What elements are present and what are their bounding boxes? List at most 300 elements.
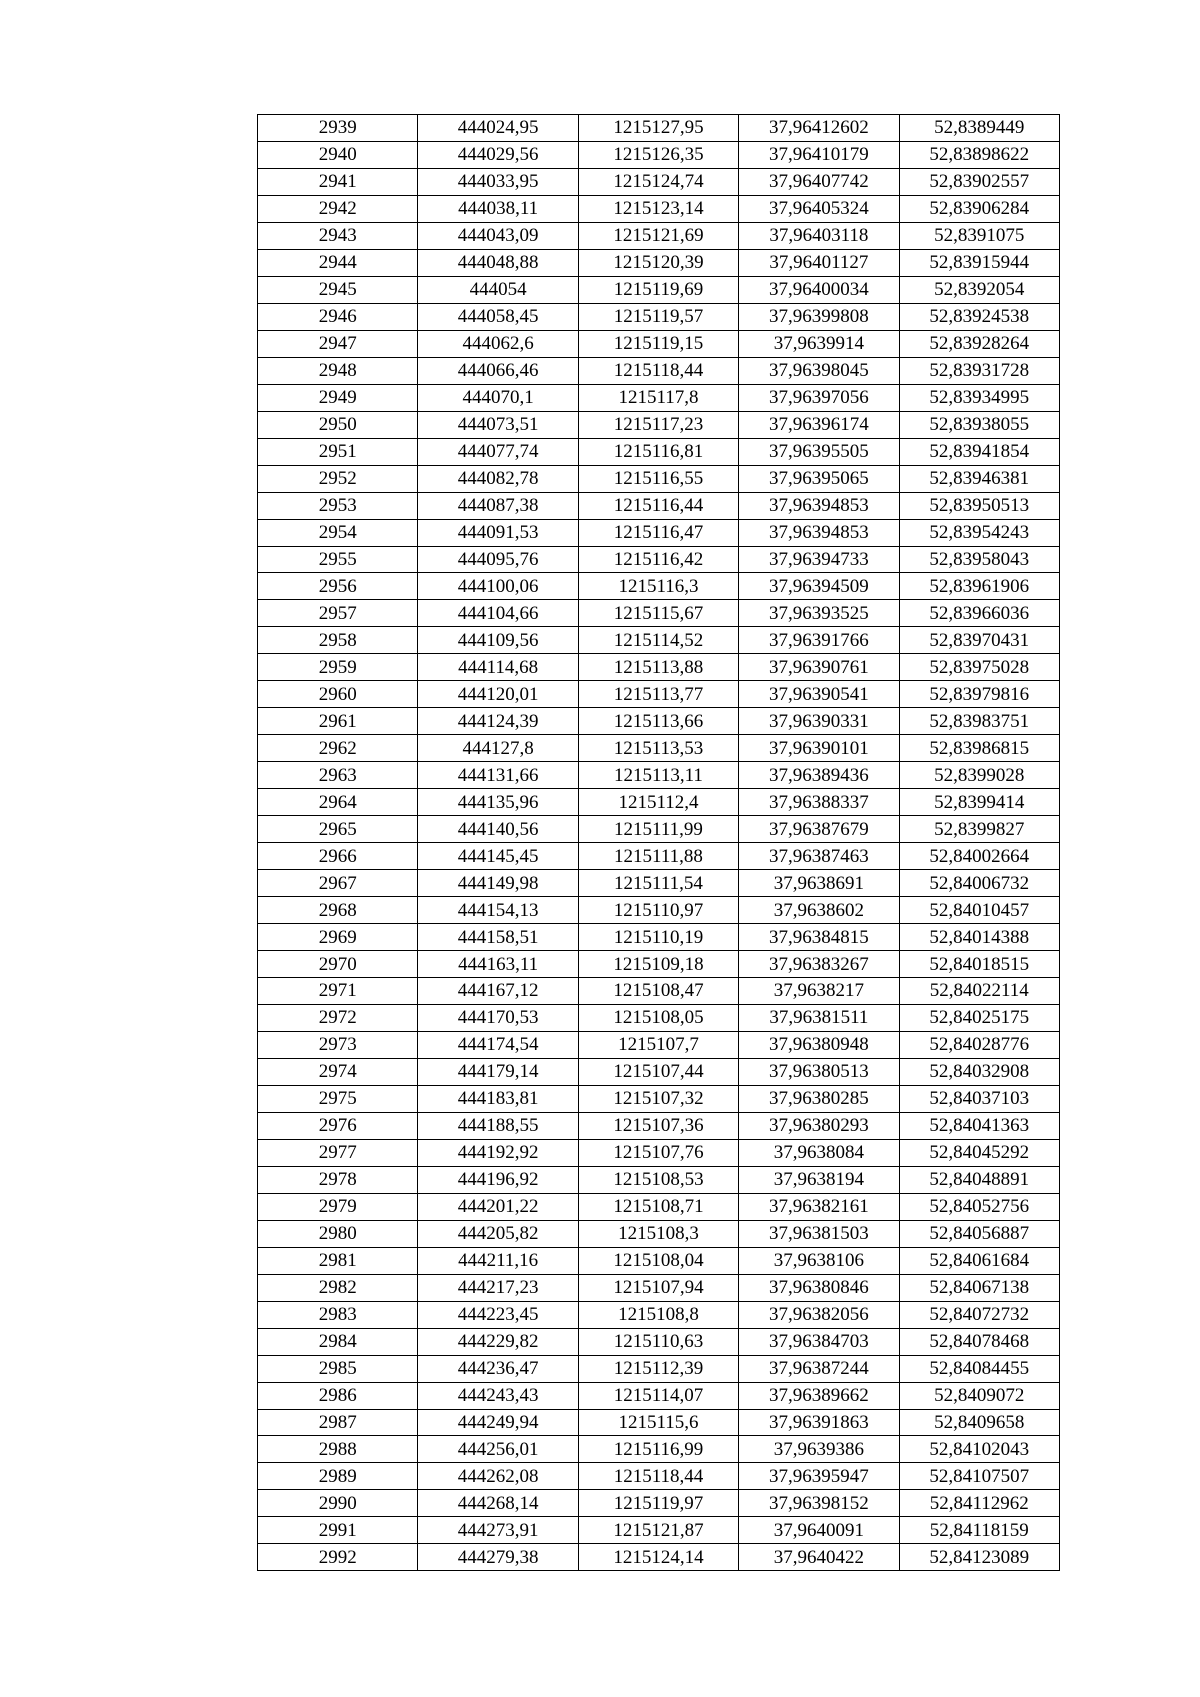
point-number-cell: 2946 bbox=[258, 303, 418, 330]
latitude-cell: 52,83975028 bbox=[899, 654, 1059, 681]
latitude-cell: 52,84072732 bbox=[899, 1301, 1059, 1328]
longitude-cell: 37,9639914 bbox=[739, 330, 899, 357]
point-number-cell: 2945 bbox=[258, 276, 418, 303]
table-row bbox=[258, 1490, 1060, 1517]
longitude-cell: 37,9638691 bbox=[739, 870, 899, 897]
point-number-cell: 2974 bbox=[258, 1058, 418, 1085]
table-row bbox=[258, 843, 1060, 870]
y-coordinate-cell: 1215116,42 bbox=[578, 546, 738, 573]
longitude-cell: 37,96380846 bbox=[739, 1274, 899, 1301]
table-row bbox=[258, 492, 1060, 519]
longitude-cell: 37,96397056 bbox=[739, 384, 899, 411]
longitude-cell: 37,96387679 bbox=[739, 816, 899, 843]
point-number-cell: 2948 bbox=[258, 357, 418, 384]
longitude-cell: 37,96398152 bbox=[739, 1490, 899, 1517]
longitude-cell: 37,96390761 bbox=[739, 654, 899, 681]
coordinates-table bbox=[257, 114, 1060, 1571]
y-coordinate-cell: 1215115,6 bbox=[578, 1409, 738, 1436]
y-coordinate-cell: 1215117,8 bbox=[578, 384, 738, 411]
latitude-cell: 52,83983751 bbox=[899, 708, 1059, 735]
point-number-cell: 2973 bbox=[258, 1031, 418, 1058]
point-number-cell: 2991 bbox=[258, 1517, 418, 1544]
longitude-cell: 37,96395065 bbox=[739, 465, 899, 492]
table-row bbox=[258, 465, 1060, 492]
latitude-cell: 52,84037103 bbox=[899, 1085, 1059, 1112]
table-row bbox=[258, 168, 1060, 195]
y-coordinate-cell: 1215126,35 bbox=[578, 141, 738, 168]
x-coordinate-cell: 444154,13 bbox=[418, 897, 578, 924]
table-row bbox=[258, 141, 1060, 168]
longitude-cell: 37,96380513 bbox=[739, 1058, 899, 1085]
table-row bbox=[258, 951, 1060, 978]
point-number-cell: 2965 bbox=[258, 816, 418, 843]
y-coordinate-cell: 1215127,95 bbox=[578, 115, 738, 142]
longitude-cell: 37,96381511 bbox=[739, 1004, 899, 1031]
x-coordinate-cell: 444095,76 bbox=[418, 546, 578, 573]
y-coordinate-cell: 1215124,14 bbox=[578, 1544, 738, 1571]
latitude-cell: 52,84061684 bbox=[899, 1247, 1059, 1274]
x-coordinate-cell: 444038,11 bbox=[418, 195, 578, 222]
longitude-cell: 37,9638106 bbox=[739, 1247, 899, 1274]
table-row bbox=[258, 1166, 1060, 1193]
point-number-cell: 2990 bbox=[258, 1490, 418, 1517]
latitude-cell: 52,83924538 bbox=[899, 303, 1059, 330]
table-row bbox=[258, 1436, 1060, 1463]
x-coordinate-cell: 444262,08 bbox=[418, 1463, 578, 1490]
latitude-cell: 52,8399028 bbox=[899, 762, 1059, 789]
longitude-cell: 37,96389662 bbox=[739, 1382, 899, 1409]
latitude-cell: 52,83958043 bbox=[899, 546, 1059, 573]
x-coordinate-cell: 444048,88 bbox=[418, 249, 578, 276]
x-coordinate-cell: 444273,91 bbox=[418, 1517, 578, 1544]
point-number-cell: 2988 bbox=[258, 1436, 418, 1463]
x-coordinate-cell: 444249,94 bbox=[418, 1409, 578, 1436]
point-number-cell: 2980 bbox=[258, 1220, 418, 1247]
latitude-cell: 52,83906284 bbox=[899, 195, 1059, 222]
y-coordinate-cell: 1215108,71 bbox=[578, 1193, 738, 1220]
latitude-cell: 52,83946381 bbox=[899, 465, 1059, 492]
x-coordinate-cell: 444029,56 bbox=[418, 141, 578, 168]
longitude-cell: 37,96390331 bbox=[739, 708, 899, 735]
x-coordinate-cell: 444158,51 bbox=[418, 924, 578, 951]
longitude-cell: 37,96394853 bbox=[739, 519, 899, 546]
x-coordinate-cell: 444070,1 bbox=[418, 384, 578, 411]
y-coordinate-cell: 1215107,32 bbox=[578, 1085, 738, 1112]
point-number-cell: 2942 bbox=[258, 195, 418, 222]
table-row bbox=[258, 411, 1060, 438]
x-coordinate-cell: 444114,68 bbox=[418, 654, 578, 681]
latitude-cell: 52,84118159 bbox=[899, 1517, 1059, 1544]
longitude-cell: 37,96390541 bbox=[739, 681, 899, 708]
x-coordinate-cell: 444109,56 bbox=[418, 627, 578, 654]
table-row bbox=[258, 1058, 1060, 1085]
latitude-cell: 52,84107507 bbox=[899, 1463, 1059, 1490]
table-row bbox=[258, 1031, 1060, 1058]
y-coordinate-cell: 1215116,47 bbox=[578, 519, 738, 546]
point-number-cell: 2964 bbox=[258, 789, 418, 816]
longitude-cell: 37,96394733 bbox=[739, 546, 899, 573]
y-coordinate-cell: 1215107,76 bbox=[578, 1139, 738, 1166]
x-coordinate-cell: 444149,98 bbox=[418, 870, 578, 897]
longitude-cell: 37,96400034 bbox=[739, 276, 899, 303]
y-coordinate-cell: 1215107,36 bbox=[578, 1112, 738, 1139]
x-coordinate-cell: 444140,56 bbox=[418, 816, 578, 843]
latitude-cell: 52,83950513 bbox=[899, 492, 1059, 519]
y-coordinate-cell: 1215119,57 bbox=[578, 303, 738, 330]
x-coordinate-cell: 444087,38 bbox=[418, 492, 578, 519]
table-row bbox=[258, 249, 1060, 276]
point-number-cell: 2987 bbox=[258, 1409, 418, 1436]
latitude-cell: 52,84041363 bbox=[899, 1112, 1059, 1139]
point-number-cell: 2951 bbox=[258, 438, 418, 465]
point-number-cell: 2960 bbox=[258, 681, 418, 708]
longitude-cell: 37,96394509 bbox=[739, 573, 899, 600]
table-row bbox=[258, 816, 1060, 843]
longitude-cell: 37,96382056 bbox=[739, 1301, 899, 1328]
table-row bbox=[258, 1247, 1060, 1274]
point-number-cell: 2972 bbox=[258, 1004, 418, 1031]
latitude-cell: 52,84084455 bbox=[899, 1355, 1059, 1382]
x-coordinate-cell: 444188,55 bbox=[418, 1112, 578, 1139]
x-coordinate-cell: 444163,11 bbox=[418, 951, 578, 978]
point-number-cell: 2967 bbox=[258, 870, 418, 897]
y-coordinate-cell: 1215113,77 bbox=[578, 681, 738, 708]
table-row bbox=[258, 1328, 1060, 1355]
latitude-cell: 52,84022114 bbox=[899, 978, 1059, 1005]
table-row bbox=[258, 115, 1060, 142]
latitude-cell: 52,83979816 bbox=[899, 681, 1059, 708]
point-number-cell: 2954 bbox=[258, 519, 418, 546]
longitude-cell: 37,96410179 bbox=[739, 141, 899, 168]
x-coordinate-cell: 444024,95 bbox=[418, 115, 578, 142]
table-row bbox=[258, 330, 1060, 357]
y-coordinate-cell: 1215118,44 bbox=[578, 357, 738, 384]
longitude-cell: 37,96383267 bbox=[739, 951, 899, 978]
latitude-cell: 52,84067138 bbox=[899, 1274, 1059, 1301]
point-number-cell: 2975 bbox=[258, 1085, 418, 1112]
y-coordinate-cell: 1215113,66 bbox=[578, 708, 738, 735]
longitude-cell: 37,96393525 bbox=[739, 600, 899, 627]
x-coordinate-cell: 444183,81 bbox=[418, 1085, 578, 1112]
y-coordinate-cell: 1215108,04 bbox=[578, 1247, 738, 1274]
longitude-cell: 37,96395947 bbox=[739, 1463, 899, 1490]
x-coordinate-cell: 444170,53 bbox=[418, 1004, 578, 1031]
point-number-cell: 2992 bbox=[258, 1544, 418, 1571]
longitude-cell: 37,96399808 bbox=[739, 303, 899, 330]
latitude-cell: 52,84025175 bbox=[899, 1004, 1059, 1031]
y-coordinate-cell: 1215116,99 bbox=[578, 1436, 738, 1463]
latitude-cell: 52,83954243 bbox=[899, 519, 1059, 546]
y-coordinate-cell: 1215124,74 bbox=[578, 168, 738, 195]
table-row bbox=[258, 1517, 1060, 1544]
x-coordinate-cell: 444196,92 bbox=[418, 1166, 578, 1193]
point-number-cell: 2981 bbox=[258, 1247, 418, 1274]
longitude-cell: 37,96384703 bbox=[739, 1328, 899, 1355]
longitude-cell: 37,9640422 bbox=[739, 1544, 899, 1571]
x-coordinate-cell: 444268,14 bbox=[418, 1490, 578, 1517]
y-coordinate-cell: 1215108,3 bbox=[578, 1220, 738, 1247]
longitude-cell: 37,96391863 bbox=[739, 1409, 899, 1436]
table-row bbox=[258, 1112, 1060, 1139]
x-coordinate-cell: 444127,8 bbox=[418, 735, 578, 762]
y-coordinate-cell: 1215108,8 bbox=[578, 1301, 738, 1328]
table-row bbox=[258, 1409, 1060, 1436]
y-coordinate-cell: 1215116,81 bbox=[578, 438, 738, 465]
latitude-cell: 52,83961906 bbox=[899, 573, 1059, 600]
table-row bbox=[258, 222, 1060, 249]
y-coordinate-cell: 1215112,39 bbox=[578, 1355, 738, 1382]
point-number-cell: 2939 bbox=[258, 115, 418, 142]
x-coordinate-cell: 444192,92 bbox=[418, 1139, 578, 1166]
longitude-cell: 37,96391766 bbox=[739, 627, 899, 654]
y-coordinate-cell: 1215115,67 bbox=[578, 600, 738, 627]
point-number-cell: 2968 bbox=[258, 897, 418, 924]
x-coordinate-cell: 444104,66 bbox=[418, 600, 578, 627]
latitude-cell: 52,83902557 bbox=[899, 168, 1059, 195]
longitude-cell: 37,9638602 bbox=[739, 897, 899, 924]
y-coordinate-cell: 1215116,55 bbox=[578, 465, 738, 492]
x-coordinate-cell: 444229,82 bbox=[418, 1328, 578, 1355]
y-coordinate-cell: 1215116,44 bbox=[578, 492, 738, 519]
point-number-cell: 2941 bbox=[258, 168, 418, 195]
table-row bbox=[258, 546, 1060, 573]
latitude-cell: 52,8389449 bbox=[899, 115, 1059, 142]
longitude-cell: 37,9638194 bbox=[739, 1166, 899, 1193]
x-coordinate-cell: 444256,01 bbox=[418, 1436, 578, 1463]
latitude-cell: 52,8391075 bbox=[899, 222, 1059, 249]
table-row bbox=[258, 735, 1060, 762]
point-number-cell: 2985 bbox=[258, 1355, 418, 1382]
x-coordinate-cell: 444145,45 bbox=[418, 843, 578, 870]
x-coordinate-cell: 444179,14 bbox=[418, 1058, 578, 1085]
y-coordinate-cell: 1215116,3 bbox=[578, 573, 738, 600]
y-coordinate-cell: 1215111,54 bbox=[578, 870, 738, 897]
latitude-cell: 52,8409658 bbox=[899, 1409, 1059, 1436]
latitude-cell: 52,84028776 bbox=[899, 1031, 1059, 1058]
longitude-cell: 37,9640091 bbox=[739, 1517, 899, 1544]
y-coordinate-cell: 1215108,47 bbox=[578, 978, 738, 1005]
y-coordinate-cell: 1215120,39 bbox=[578, 249, 738, 276]
point-number-cell: 2947 bbox=[258, 330, 418, 357]
point-number-cell: 2978 bbox=[258, 1166, 418, 1193]
x-coordinate-cell: 444174,54 bbox=[418, 1031, 578, 1058]
table-row bbox=[258, 681, 1060, 708]
y-coordinate-cell: 1215108,05 bbox=[578, 1004, 738, 1031]
point-number-cell: 2953 bbox=[258, 492, 418, 519]
x-coordinate-cell: 444033,95 bbox=[418, 168, 578, 195]
x-coordinate-cell: 444082,78 bbox=[418, 465, 578, 492]
x-coordinate-cell: 444100,06 bbox=[418, 573, 578, 600]
latitude-cell: 52,84010457 bbox=[899, 897, 1059, 924]
point-number-cell: 2955 bbox=[258, 546, 418, 573]
latitude-cell: 52,83966036 bbox=[899, 600, 1059, 627]
longitude-cell: 37,96401127 bbox=[739, 249, 899, 276]
latitude-cell: 52,84002664 bbox=[899, 843, 1059, 870]
x-coordinate-cell: 444279,38 bbox=[418, 1544, 578, 1571]
y-coordinate-cell: 1215114,52 bbox=[578, 627, 738, 654]
point-number-cell: 2961 bbox=[258, 708, 418, 735]
table-row bbox=[258, 1085, 1060, 1112]
x-coordinate-cell: 444062,6 bbox=[418, 330, 578, 357]
y-coordinate-cell: 1215123,14 bbox=[578, 195, 738, 222]
y-coordinate-cell: 1215119,15 bbox=[578, 330, 738, 357]
table-row bbox=[258, 357, 1060, 384]
longitude-cell: 37,96380285 bbox=[739, 1085, 899, 1112]
y-coordinate-cell: 1215107,94 bbox=[578, 1274, 738, 1301]
table-row bbox=[258, 1301, 1060, 1328]
longitude-cell: 37,96405324 bbox=[739, 195, 899, 222]
x-coordinate-cell: 444124,39 bbox=[418, 708, 578, 735]
table-row bbox=[258, 762, 1060, 789]
latitude-cell: 52,84123089 bbox=[899, 1544, 1059, 1571]
longitude-cell: 37,96389436 bbox=[739, 762, 899, 789]
longitude-cell: 37,9638084 bbox=[739, 1139, 899, 1166]
point-number-cell: 2963 bbox=[258, 762, 418, 789]
point-number-cell: 2959 bbox=[258, 654, 418, 681]
point-number-cell: 2958 bbox=[258, 627, 418, 654]
table-row bbox=[258, 573, 1060, 600]
latitude-cell: 52,84052756 bbox=[899, 1193, 1059, 1220]
latitude-cell: 52,84078468 bbox=[899, 1328, 1059, 1355]
longitude-cell: 37,96412602 bbox=[739, 115, 899, 142]
latitude-cell: 52,8409072 bbox=[899, 1382, 1059, 1409]
latitude-cell: 52,84045292 bbox=[899, 1139, 1059, 1166]
latitude-cell: 52,8392054 bbox=[899, 276, 1059, 303]
table-row bbox=[258, 1355, 1060, 1382]
point-number-cell: 2982 bbox=[258, 1274, 418, 1301]
table-row bbox=[258, 708, 1060, 735]
point-number-cell: 2976 bbox=[258, 1112, 418, 1139]
longitude-cell: 37,96387463 bbox=[739, 843, 899, 870]
x-coordinate-cell: 444120,01 bbox=[418, 681, 578, 708]
table-row bbox=[258, 870, 1060, 897]
x-coordinate-cell: 444217,23 bbox=[418, 1274, 578, 1301]
longitude-cell: 37,96395505 bbox=[739, 438, 899, 465]
latitude-cell: 52,84056887 bbox=[899, 1220, 1059, 1247]
x-coordinate-cell: 444131,66 bbox=[418, 762, 578, 789]
x-coordinate-cell: 444135,96 bbox=[418, 789, 578, 816]
table-row bbox=[258, 1139, 1060, 1166]
longitude-cell: 37,96407742 bbox=[739, 168, 899, 195]
x-coordinate-cell: 444054 bbox=[418, 276, 578, 303]
y-coordinate-cell: 1215107,44 bbox=[578, 1058, 738, 1085]
latitude-cell: 52,84048891 bbox=[899, 1166, 1059, 1193]
latitude-cell: 52,84006732 bbox=[899, 870, 1059, 897]
latitude-cell: 52,83934995 bbox=[899, 384, 1059, 411]
point-number-cell: 2977 bbox=[258, 1139, 418, 1166]
table-row bbox=[258, 1544, 1060, 1571]
y-coordinate-cell: 1215121,87 bbox=[578, 1517, 738, 1544]
y-coordinate-cell: 1215118,44 bbox=[578, 1463, 738, 1490]
table-row bbox=[258, 384, 1060, 411]
longitude-cell: 37,9638217 bbox=[739, 978, 899, 1005]
x-coordinate-cell: 444236,47 bbox=[418, 1355, 578, 1382]
x-coordinate-cell: 444073,51 bbox=[418, 411, 578, 438]
latitude-cell: 52,84014388 bbox=[899, 924, 1059, 951]
latitude-cell: 52,83915944 bbox=[899, 249, 1059, 276]
latitude-cell: 52,83986815 bbox=[899, 735, 1059, 762]
point-number-cell: 2949 bbox=[258, 384, 418, 411]
point-number-cell: 2983 bbox=[258, 1301, 418, 1328]
longitude-cell: 37,96396174 bbox=[739, 411, 899, 438]
table-row bbox=[258, 1382, 1060, 1409]
longitude-cell: 37,9639386 bbox=[739, 1436, 899, 1463]
point-number-cell: 2970 bbox=[258, 951, 418, 978]
x-coordinate-cell: 444211,16 bbox=[418, 1247, 578, 1274]
y-coordinate-cell: 1215119,69 bbox=[578, 276, 738, 303]
point-number-cell: 2986 bbox=[258, 1382, 418, 1409]
longitude-cell: 37,96381503 bbox=[739, 1220, 899, 1247]
point-number-cell: 2962 bbox=[258, 735, 418, 762]
longitude-cell: 37,96390101 bbox=[739, 735, 899, 762]
point-number-cell: 2989 bbox=[258, 1463, 418, 1490]
table-row bbox=[258, 1220, 1060, 1247]
latitude-cell: 52,83928264 bbox=[899, 330, 1059, 357]
y-coordinate-cell: 1215110,63 bbox=[578, 1328, 738, 1355]
latitude-cell: 52,83931728 bbox=[899, 357, 1059, 384]
latitude-cell: 52,83898622 bbox=[899, 141, 1059, 168]
x-coordinate-cell: 444243,43 bbox=[418, 1382, 578, 1409]
y-coordinate-cell: 1215114,07 bbox=[578, 1382, 738, 1409]
table-row bbox=[258, 1463, 1060, 1490]
latitude-cell: 52,84112962 bbox=[899, 1490, 1059, 1517]
point-number-cell: 2979 bbox=[258, 1193, 418, 1220]
y-coordinate-cell: 1215121,69 bbox=[578, 222, 738, 249]
latitude-cell: 52,84032908 bbox=[899, 1058, 1059, 1085]
table-row bbox=[258, 1004, 1060, 1031]
x-coordinate-cell: 444201,22 bbox=[418, 1193, 578, 1220]
table-row bbox=[258, 897, 1060, 924]
y-coordinate-cell: 1215110,19 bbox=[578, 924, 738, 951]
table-row bbox=[258, 924, 1060, 951]
y-coordinate-cell: 1215108,53 bbox=[578, 1166, 738, 1193]
y-coordinate-cell: 1215111,99 bbox=[578, 816, 738, 843]
x-coordinate-cell: 444223,45 bbox=[418, 1301, 578, 1328]
latitude-cell: 52,83938055 bbox=[899, 411, 1059, 438]
longitude-cell: 37,96382161 bbox=[739, 1193, 899, 1220]
table-row bbox=[258, 600, 1060, 627]
point-number-cell: 2966 bbox=[258, 843, 418, 870]
table-row bbox=[258, 654, 1060, 681]
x-coordinate-cell: 444066,46 bbox=[418, 357, 578, 384]
point-number-cell: 2940 bbox=[258, 141, 418, 168]
y-coordinate-cell: 1215119,97 bbox=[578, 1490, 738, 1517]
x-coordinate-cell: 444167,12 bbox=[418, 978, 578, 1005]
latitude-cell: 52,83941854 bbox=[899, 438, 1059, 465]
longitude-cell: 37,96403118 bbox=[739, 222, 899, 249]
point-number-cell: 2950 bbox=[258, 411, 418, 438]
x-coordinate-cell: 444091,53 bbox=[418, 519, 578, 546]
point-number-cell: 2957 bbox=[258, 600, 418, 627]
table-row bbox=[258, 303, 1060, 330]
table-row bbox=[258, 519, 1060, 546]
y-coordinate-cell: 1215113,11 bbox=[578, 762, 738, 789]
y-coordinate-cell: 1215113,53 bbox=[578, 735, 738, 762]
longitude-cell: 37,96380293 bbox=[739, 1112, 899, 1139]
table-row bbox=[258, 978, 1060, 1005]
x-coordinate-cell: 444205,82 bbox=[418, 1220, 578, 1247]
latitude-cell: 52,8399414 bbox=[899, 789, 1059, 816]
point-number-cell: 2943 bbox=[258, 222, 418, 249]
coordinates-table-body bbox=[258, 115, 1060, 1571]
longitude-cell: 37,96398045 bbox=[739, 357, 899, 384]
point-number-cell: 2984 bbox=[258, 1328, 418, 1355]
longitude-cell: 37,96387244 bbox=[739, 1355, 899, 1382]
longitude-cell: 37,96394853 bbox=[739, 492, 899, 519]
point-number-cell: 2952 bbox=[258, 465, 418, 492]
point-number-cell: 2944 bbox=[258, 249, 418, 276]
y-coordinate-cell: 1215113,88 bbox=[578, 654, 738, 681]
